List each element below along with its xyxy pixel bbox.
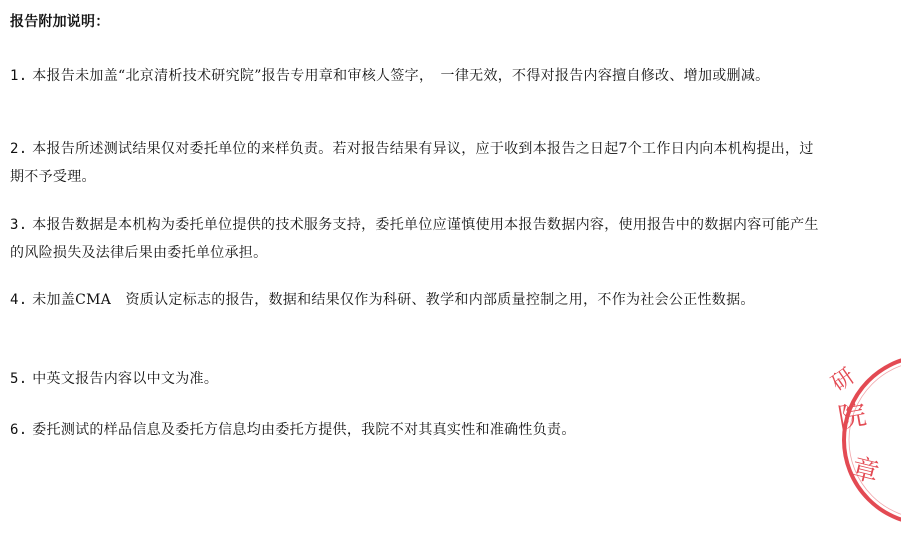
clause-2-number: 2. bbox=[10, 141, 28, 157]
clause-5-number: 5. bbox=[10, 371, 28, 387]
seal-char-1: 研 bbox=[827, 363, 860, 397]
clause-2-text: 本报告所述测试结果仅对委托单位的来样负责。若对报告结果有异议，应于收到本报告之日起7个工作日内向本机构提出，过期不予受理。 bbox=[10, 141, 814, 185]
clause-3-text: 本报告数据是本机构为委托单位提供的技术服务支持，委托单位应谨慎使用本报告数据内容，使用报告中的数据内容可能产生的风险损失及法律后果由委托单位承担。 bbox=[10, 217, 819, 261]
clause-4-text: 未加盖CMA 资质认定标志的报告，数据和结果仅作为科研、教学和内部质量控制之用，不作为社会公正性数据。 bbox=[32, 292, 755, 308]
clause-6 bbox=[10, 416, 822, 444]
notes-title: 报告附加说明： bbox=[10, 14, 110, 30]
clause-1-number: 1. bbox=[10, 68, 28, 84]
clause-5 bbox=[10, 365, 822, 393]
clause-6-text: 委托测试的样品信息及委托方信息均由委托方提供，我院不对其真实性和准确性负责。 bbox=[32, 422, 576, 438]
clause-4 bbox=[10, 286, 822, 314]
clause-5-text: 中英文报告内容以中文为准。 bbox=[32, 371, 219, 387]
clause-2 bbox=[10, 135, 822, 191]
clause-3 bbox=[10, 211, 822, 267]
clause-4-number: 4. bbox=[10, 292, 28, 308]
official-seal-stamp bbox=[822, 352, 901, 522]
seal-char-3: 章 bbox=[848, 452, 883, 490]
seal-char-2: 院 bbox=[835, 397, 869, 435]
clause-6-number: 6. bbox=[10, 422, 28, 438]
clause-3-number: 3. bbox=[10, 217, 28, 233]
clause-1-text: 本报告未加盖“北京清析技术研究院”报告专用章和审核人签字， 一律无效，不得对报告内容擅自修改、增加或删减。 bbox=[32, 68, 770, 84]
seal-graphic bbox=[822, 352, 901, 522]
clause-1 bbox=[10, 62, 822, 90]
